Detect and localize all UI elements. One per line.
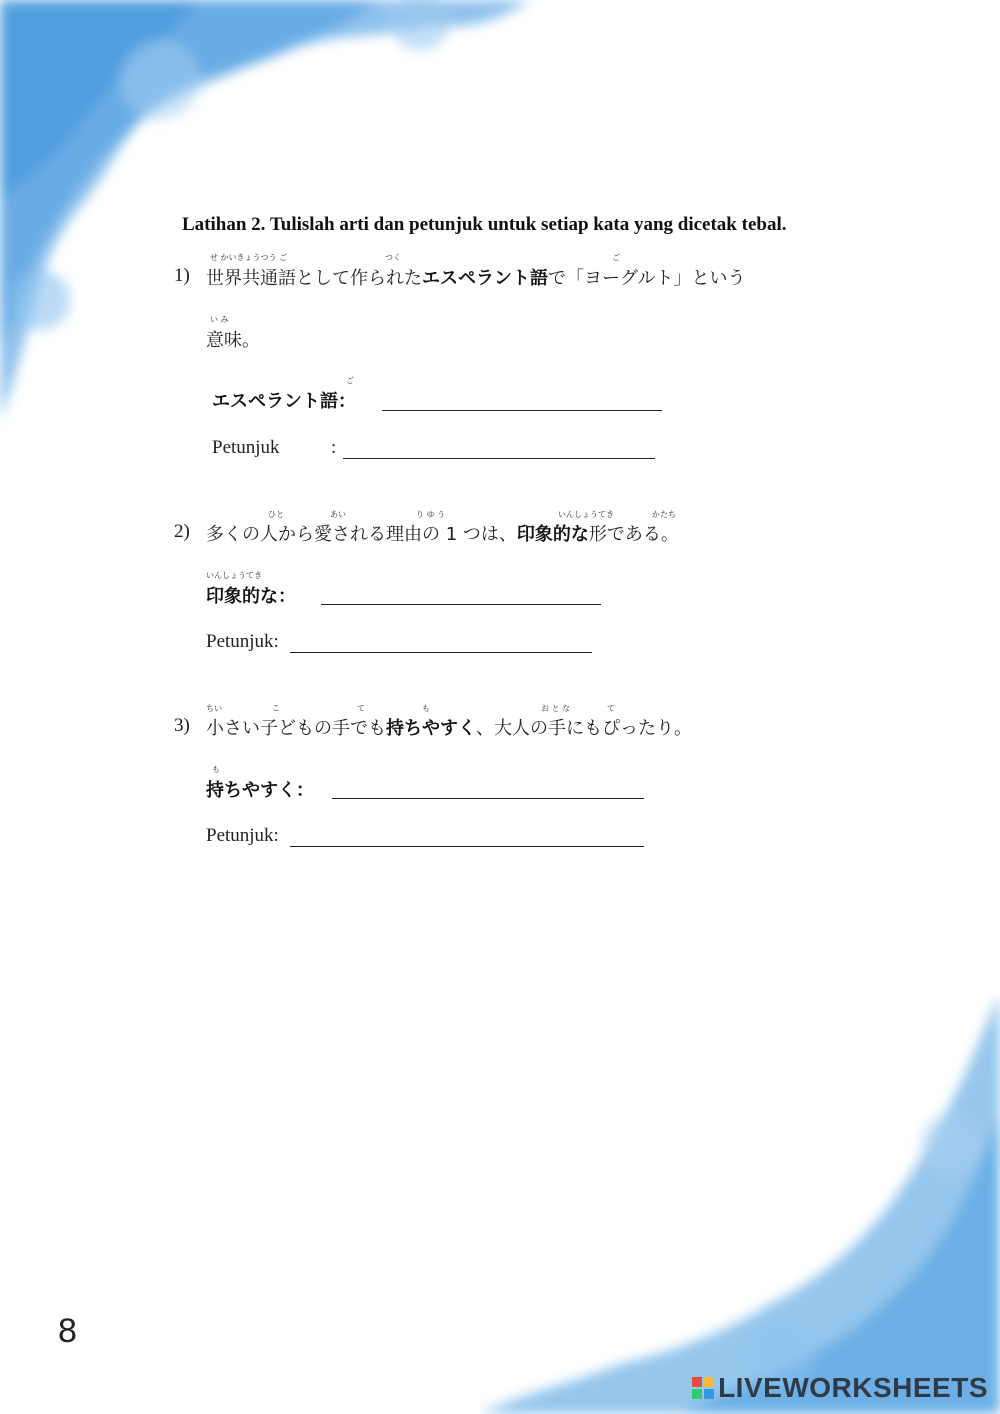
item-1-sentence-line2: 意味。	[206, 330, 260, 351]
furigana-go: ご	[612, 253, 620, 262]
item-3-text-b: 、大人の手にもぴったり。	[476, 718, 692, 739]
label-inshouteki-na: 印象的な：	[206, 586, 296, 607]
furigana-imi: い み	[210, 315, 229, 324]
label-2-furigana: いんしょうてき	[206, 571, 262, 580]
furigana-ko: こ	[272, 704, 280, 713]
item-2-number: 2)	[174, 521, 190, 542]
furigana-otona: お と な	[541, 704, 571, 713]
answer-line-meaning-2[interactable]	[321, 604, 601, 605]
item-1-number: 1)	[174, 265, 190, 286]
item-1-text-b: で「ヨーグルト」という	[548, 268, 746, 289]
furigana-te2: て	[607, 704, 615, 713]
label-3-furigana: も	[212, 765, 220, 774]
item-2-bold-word: 印象的な	[516, 524, 589, 545]
answer-line-petunjuk-3[interactable]	[290, 846, 644, 847]
item-2-text-a: 多くの人から愛される理由の 1 つは、	[206, 524, 517, 545]
answer-line-meaning-3[interactable]	[332, 798, 644, 799]
item-2-text-b: 形である。	[588, 524, 679, 545]
label-1-furigana: ご	[346, 376, 354, 385]
page-number: 8	[58, 1312, 77, 1350]
petunjuk-label-2: Petunjuk:	[206, 631, 279, 652]
furigana-te: て	[357, 704, 365, 713]
liveworksheets-logo	[692, 1372, 988, 1404]
exercise-title: Latihan 2. Tulislah arti dan petunjuk untuk setiap kata yang dicetak tebal.	[182, 214, 787, 235]
furigana-sekai: せ かいきょうつう ご	[210, 253, 288, 262]
furigana-riyuu: り ゆ う	[416, 510, 446, 519]
item-3-text-a: 小さい子どもの手でも	[206, 718, 386, 739]
furigana-chii: ちい	[206, 704, 222, 713]
item-2-sentence	[206, 520, 679, 546]
furigana-katachi: かたち	[652, 510, 676, 519]
furigana-mo: も	[422, 704, 430, 713]
label-mochiyasuku: 持ちやすく：	[206, 780, 314, 801]
furigana-hito: ひと	[268, 510, 284, 519]
petunjuk-colon-1: :	[331, 437, 337, 458]
answer-line-meaning-1[interactable]	[382, 410, 662, 411]
label-esperanto-go: エスペラント語：	[212, 391, 356, 412]
item-1-sentence-line1	[206, 264, 745, 290]
logo-grid-icon	[692, 1377, 714, 1399]
answer-line-petunjuk-2[interactable]	[290, 652, 592, 653]
item-1-text-a: 世界共通語として作られた	[206, 268, 422, 289]
furigana-inshouteki: いんしょうてき	[558, 510, 614, 519]
item-3-bold-word: 持ちやすく	[386, 718, 476, 739]
brand-text: LIVEWORKSHEETS	[718, 1372, 988, 1403]
item-3-number: 3)	[174, 715, 190, 736]
answer-line-petunjuk-1[interactable]	[343, 458, 655, 459]
item-3-sentence	[206, 714, 692, 740]
petunjuk-label-1: Petunjuk	[212, 437, 280, 458]
watercolor-decoration-bottom-right	[480, 994, 1000, 1414]
furigana-ai: あい	[330, 510, 346, 519]
petunjuk-label-3: Petunjuk:	[206, 825, 279, 846]
item-1-bold-word: エスペラント語	[422, 268, 548, 289]
furigana-tsuku: つく	[385, 253, 401, 262]
